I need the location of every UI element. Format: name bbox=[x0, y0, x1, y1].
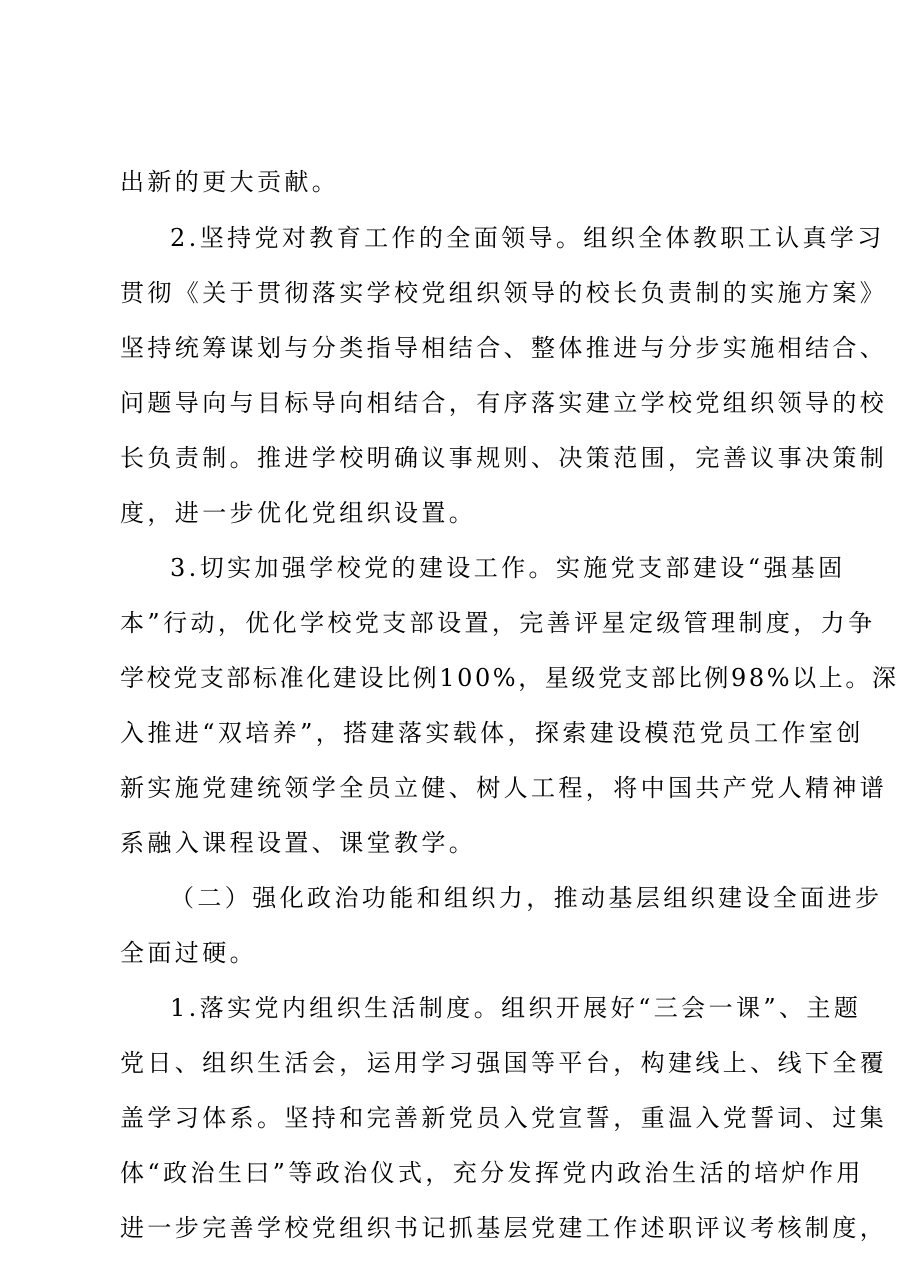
paragraph-line: 进一步完善学校党组织书记抓基层党建工作述职评议考核制度， bbox=[120, 1214, 888, 1242]
paragraph-line: 党日、组织生活会，运用学习强国等平台，构建线上、线下全覆 bbox=[120, 1049, 888, 1077]
paragraph-line: 系融入课程设置、课堂教学。 bbox=[120, 829, 477, 857]
section-heading-line: 全面过硬。 bbox=[120, 939, 257, 967]
paragraph-line: 长负责制。推进学校明确议事规则、决策范围，完善议事决策制 bbox=[120, 444, 888, 472]
paragraph-line: 入推进“双培养”，搭建落实载体，探索建设模范党员工作室创 bbox=[120, 719, 864, 747]
section-heading-line: （二）强化政治功能和组织力，推动基层组织建设全面进步 bbox=[170, 884, 883, 912]
paragraph-line: 学校党支部标准化建设比例100%，星级党支部比例98%以上。深 bbox=[120, 664, 899, 692]
paragraph-line: 3.切实加强学校党的建设工作。实施党支部建设“强基固 bbox=[170, 554, 846, 582]
paragraph-line: 度，进一步优化党组织设置。 bbox=[120, 499, 477, 527]
paragraph-line: 坚持统筹谋划与分类指导相结合、整体推进与分步实施相结合、 bbox=[120, 334, 888, 362]
paragraph-line: 1.落实党内组织生活制度。组织开展好“三会一课”、主题 bbox=[170, 994, 862, 1022]
paragraph-line: 新实施党建统领学全员立健、树人工程，将中国共产党人精神谱 bbox=[120, 774, 888, 802]
paragraph-line: 出新的更大贡献。 bbox=[120, 168, 340, 196]
paragraph-line: 问题导向与目标导向相结合，有序落实建立学校党组织领导的校 bbox=[120, 389, 888, 417]
paragraph-line: 本”行动，优化学校党支部设置，完善评星定级管理制度，力争 bbox=[120, 609, 876, 637]
paragraph-line: 2.坚持党对教育工作的全面领导。组织全体教职工认真学习 bbox=[170, 224, 885, 252]
paragraph-line: 贯彻《关于贯彻落实学校党组织领导的校长负责制的实施方案》 bbox=[120, 279, 888, 307]
paragraph-line: 盖学习体系。坚持和完善新党员入党宣誓，重温入党誓词、过集 bbox=[120, 1104, 888, 1132]
paragraph-line: 体“政治生曰”等政治仪式，充分发挥党内政治生活的培炉作用 bbox=[120, 1159, 864, 1187]
